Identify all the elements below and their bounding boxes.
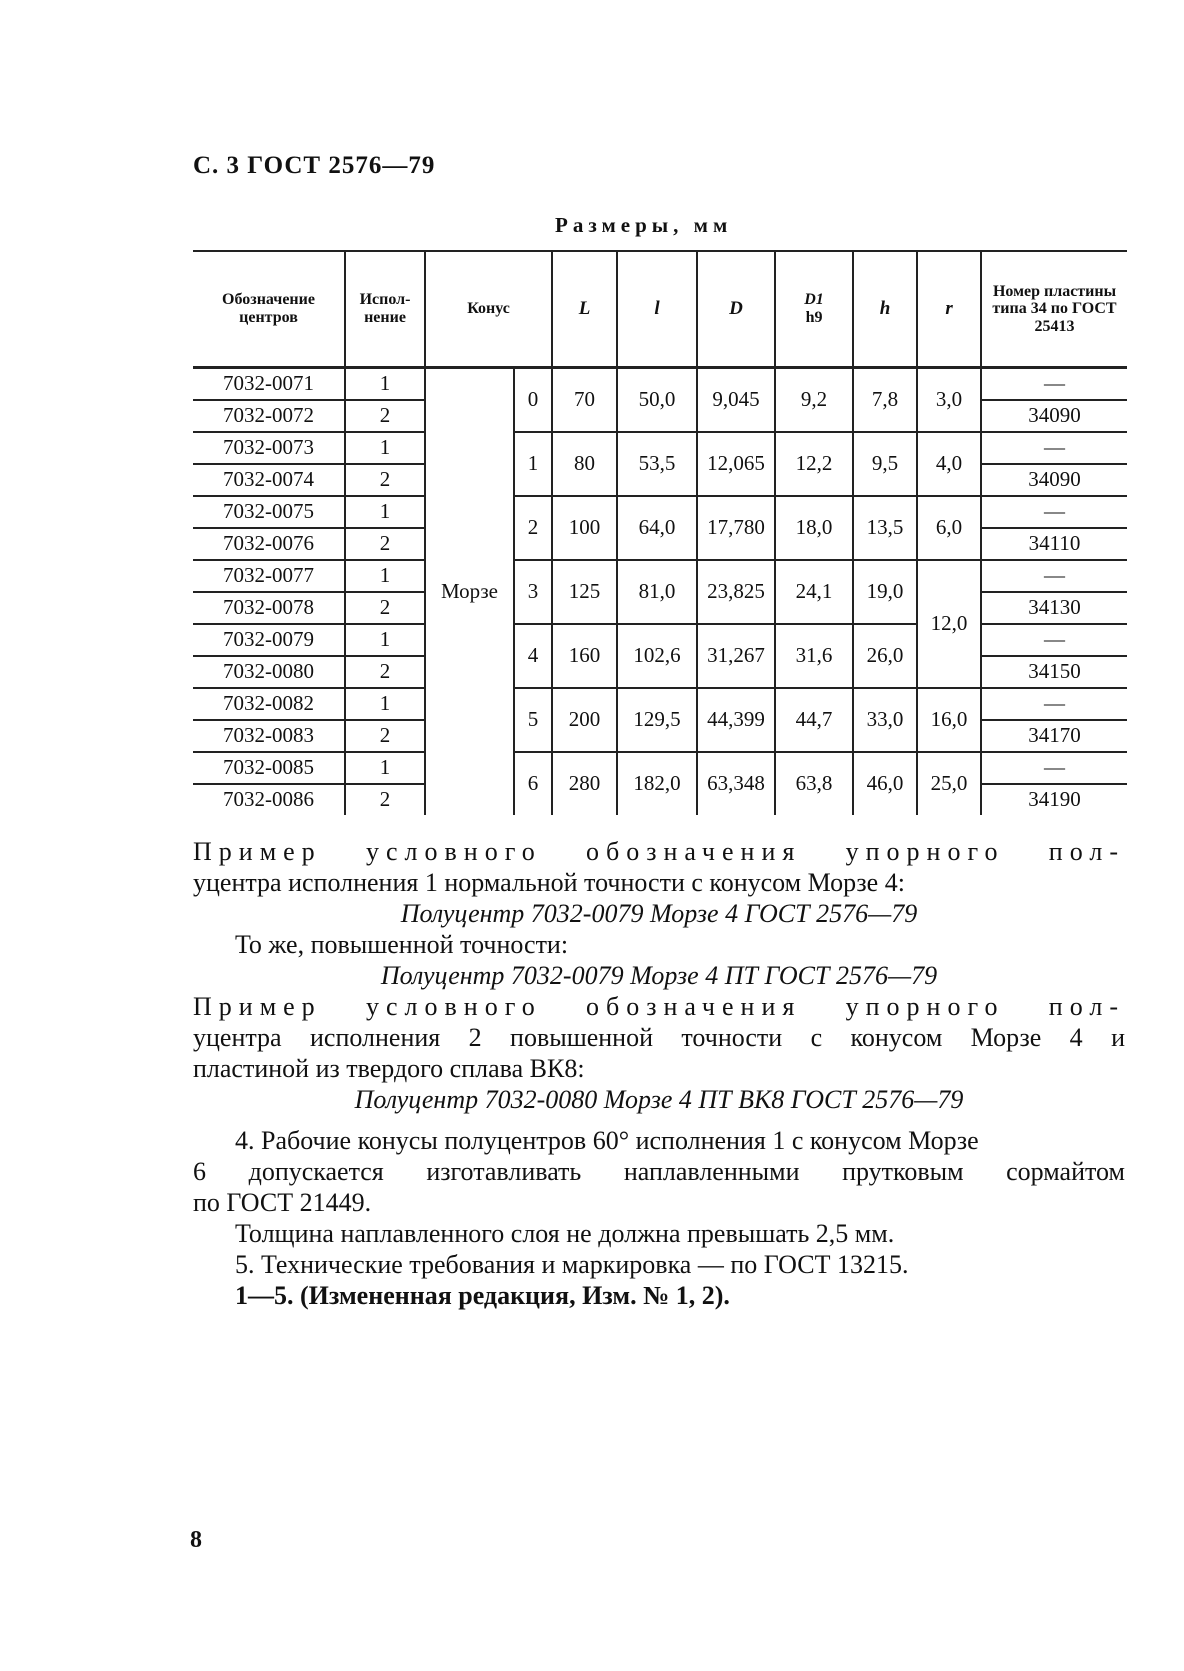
cell-version: 2 bbox=[345, 592, 425, 624]
cell-r: 6,0 bbox=[917, 496, 981, 560]
header-r: r bbox=[917, 251, 981, 368]
cell-l: 53,5 bbox=[617, 432, 697, 496]
cell-D1: 31,6 bbox=[775, 624, 853, 688]
cell-r: 4,0 bbox=[917, 432, 981, 496]
table-caption: Размеры, мм bbox=[555, 213, 733, 237]
example1-continuation: уцентра исполнения 1 нормальной точности с конусом Морзе 4: bbox=[193, 868, 905, 897]
cell-h: 7,8 bbox=[853, 368, 917, 433]
cell-h: 26,0 bbox=[853, 624, 917, 688]
cell-designation: 7032-0078 bbox=[193, 592, 345, 624]
example1-intro-text: Пример условного обозначения упорного пол- bbox=[193, 837, 1125, 866]
header-D: D bbox=[697, 251, 775, 368]
cell-plate: 34110 bbox=[981, 528, 1127, 560]
cell-D1: 18,0 bbox=[775, 496, 853, 560]
header-version: Испол-нение bbox=[345, 251, 425, 368]
amendment-note: 1—5. (Измененная редакция, Изм. № 1, 2). bbox=[235, 1281, 730, 1310]
cell-plate: — bbox=[981, 560, 1127, 592]
cell-designation: 7032-0083 bbox=[193, 720, 345, 752]
clause-4-line2: 6 допускается изготавливать наплавленными прутковым сормайтом bbox=[193, 1157, 1125, 1186]
cell-version: 2 bbox=[345, 464, 425, 496]
cell-plate: 34090 bbox=[981, 400, 1127, 432]
cell-L: 80 bbox=[552, 432, 617, 496]
cell-h: 13,5 bbox=[853, 496, 917, 560]
clause-thickness: Толщина наплавленного слоя не должна превышать 2,5 мм. bbox=[235, 1219, 895, 1248]
cell-D: 44,399 bbox=[697, 688, 775, 752]
cell-L: 200 bbox=[552, 688, 617, 752]
example2-intro-text: Пример условного обозначения упорного пол- bbox=[193, 992, 1125, 1021]
example2-intro bbox=[193, 991, 1125, 1022]
cell-plate: 34090 bbox=[981, 464, 1127, 496]
cell-cone-number: 6 bbox=[514, 752, 552, 815]
page-header: С. 3 ГОСТ 2576—79 bbox=[193, 152, 436, 179]
header-D1-symbol: D1 bbox=[804, 291, 824, 309]
cell-r: 3,0 bbox=[917, 368, 981, 433]
cell-D: 31,267 bbox=[697, 624, 775, 688]
example1-same-label: То же, повышенной точности: bbox=[235, 930, 569, 959]
cell-L: 70 bbox=[552, 368, 617, 433]
cell-l: 182,0 bbox=[617, 752, 697, 815]
cell-D: 9,045 bbox=[697, 368, 775, 433]
header-plate-number: Номер пластины типа 34 по ГОСТ 25413 bbox=[981, 251, 1127, 368]
cell-designation: 7032-0077 bbox=[193, 560, 345, 592]
cell-designation: 7032-0080 bbox=[193, 656, 345, 688]
cell-plate: — bbox=[981, 432, 1127, 464]
dimensions-table bbox=[193, 250, 1127, 815]
cell-L: 100 bbox=[552, 496, 617, 560]
cell-version: 1 bbox=[345, 752, 425, 784]
clause-4-line3: по ГОСТ 21449. bbox=[193, 1188, 372, 1217]
cell-plate: 34170 bbox=[981, 720, 1127, 752]
cell-cone-number: 4 bbox=[514, 624, 552, 688]
cell-cone-number: 2 bbox=[514, 496, 552, 560]
cell-D1: 63,8 bbox=[775, 752, 853, 815]
example2-continuation: уцентра исполнения 2 повышенной точности с конусом Морзе 4 и bbox=[193, 1023, 1125, 1052]
cell-h: 19,0 bbox=[853, 560, 917, 624]
table-row bbox=[193, 624, 1127, 656]
cell-r: 12,0 bbox=[917, 560, 981, 688]
clauses-section bbox=[193, 1125, 1125, 1311]
header-D1 bbox=[775, 251, 853, 368]
table-row bbox=[193, 688, 1127, 720]
header-D1-tolerance: h9 bbox=[805, 309, 823, 326]
cell-D1: 24,1 bbox=[775, 560, 853, 624]
cell-L: 160 bbox=[552, 624, 617, 688]
cell-h: 46,0 bbox=[853, 752, 917, 815]
cell-plate: — bbox=[981, 688, 1127, 720]
cell-version: 1 bbox=[345, 624, 425, 656]
cell-plate: 34150 bbox=[981, 656, 1127, 688]
cell-version: 2 bbox=[345, 720, 425, 752]
cell-cone-type: Морзе bbox=[425, 368, 514, 816]
header-designation: Обозначение центров bbox=[193, 251, 345, 368]
cell-plate: — bbox=[981, 496, 1127, 528]
cell-D: 63,348 bbox=[697, 752, 775, 815]
cell-plate: — bbox=[981, 624, 1127, 656]
cell-D: 23,825 bbox=[697, 560, 775, 624]
cell-designation: 7032-0074 bbox=[193, 464, 345, 496]
cell-r: 16,0 bbox=[917, 688, 981, 752]
cell-D: 17,780 bbox=[697, 496, 775, 560]
cell-cone-number: 0 bbox=[514, 368, 552, 433]
table-row bbox=[193, 496, 1127, 528]
example2-continuation-2: пластиной из твердого сплава ВК8: bbox=[193, 1054, 585, 1083]
cell-h: 33,0 bbox=[853, 688, 917, 752]
example2-designation: Полуцентр 7032-0080 Морзе 4 ПТ ВК8 ГОСТ 2576—79 bbox=[354, 1085, 964, 1114]
cell-h: 9,5 bbox=[853, 432, 917, 496]
header-L: L bbox=[552, 251, 617, 368]
header-l: l bbox=[617, 251, 697, 368]
cell-l: 102,6 bbox=[617, 624, 697, 688]
cell-version: 1 bbox=[345, 368, 425, 401]
cell-designation: 7032-0079 bbox=[193, 624, 345, 656]
cell-cone-number: 5 bbox=[514, 688, 552, 752]
cell-plate: — bbox=[981, 752, 1127, 784]
cell-cone-number: 3 bbox=[514, 560, 552, 624]
cell-plate: 34190 bbox=[981, 784, 1127, 815]
cell-l: 64,0 bbox=[617, 496, 697, 560]
cell-version: 1 bbox=[345, 496, 425, 528]
page-number: 8 bbox=[190, 1527, 202, 1553]
cell-plate: — bbox=[981, 368, 1127, 401]
table-row bbox=[193, 368, 1127, 401]
cell-designation: 7032-0085 bbox=[193, 752, 345, 784]
header-cone: Конус bbox=[425, 251, 552, 368]
cell-designation: 7032-0075 bbox=[193, 496, 345, 528]
cell-L: 125 bbox=[552, 560, 617, 624]
cell-version: 2 bbox=[345, 528, 425, 560]
example1-designation: Полуцентр 7032-0079 Морзе 4 ГОСТ 2576—79 bbox=[400, 899, 918, 928]
cell-designation: 7032-0073 bbox=[193, 432, 345, 464]
cell-plate: 34130 bbox=[981, 592, 1127, 624]
cell-designation: 7032-0076 bbox=[193, 528, 345, 560]
example-section bbox=[193, 836, 1125, 1115]
cell-designation: 7032-0086 bbox=[223, 787, 314, 812]
cell-version: 2 bbox=[345, 656, 425, 688]
cell-version: 2 bbox=[345, 400, 425, 432]
cell-D1: 9,2 bbox=[775, 368, 853, 433]
cell-cone-number: 1 bbox=[514, 432, 552, 496]
table-row bbox=[193, 752, 1127, 784]
cell-l: 50,0 bbox=[617, 368, 697, 433]
cell-D1: 12,2 bbox=[775, 432, 853, 496]
cell-L: 280 bbox=[552, 752, 617, 815]
example1-intro bbox=[193, 836, 1125, 867]
cell-D1: 44,7 bbox=[775, 688, 853, 752]
cell-version: 1 bbox=[345, 432, 425, 464]
cell-version: 1 bbox=[345, 688, 425, 720]
table-row bbox=[193, 432, 1127, 464]
table-header-row bbox=[193, 251, 1127, 368]
table-row bbox=[193, 560, 1127, 592]
cell-designation: 7032-0071 bbox=[193, 368, 345, 401]
cell-version: 2 bbox=[345, 784, 425, 815]
cell-D: 12,065 bbox=[697, 432, 775, 496]
cell-version: 1 bbox=[345, 560, 425, 592]
cell-l: 81,0 bbox=[617, 560, 697, 624]
cell-l: 129,5 bbox=[617, 688, 697, 752]
cell-designation: 7032-0072 bbox=[193, 400, 345, 432]
clause-5: 5. Технические требования и маркировка — по ГОСТ 13215. bbox=[235, 1250, 909, 1279]
clause-4-line1: 4. Рабочие конусы полуцентров 60° исполнения 1 с конусом Морзе bbox=[235, 1126, 979, 1155]
cell-designation: 7032-0082 bbox=[193, 688, 345, 720]
header-h: h bbox=[853, 251, 917, 368]
example1-designation-pt: Полуцентр 7032-0079 Морзе 4 ПТ ГОСТ 2576—79 bbox=[380, 961, 938, 990]
cell-r: 25,0 bbox=[917, 752, 981, 815]
